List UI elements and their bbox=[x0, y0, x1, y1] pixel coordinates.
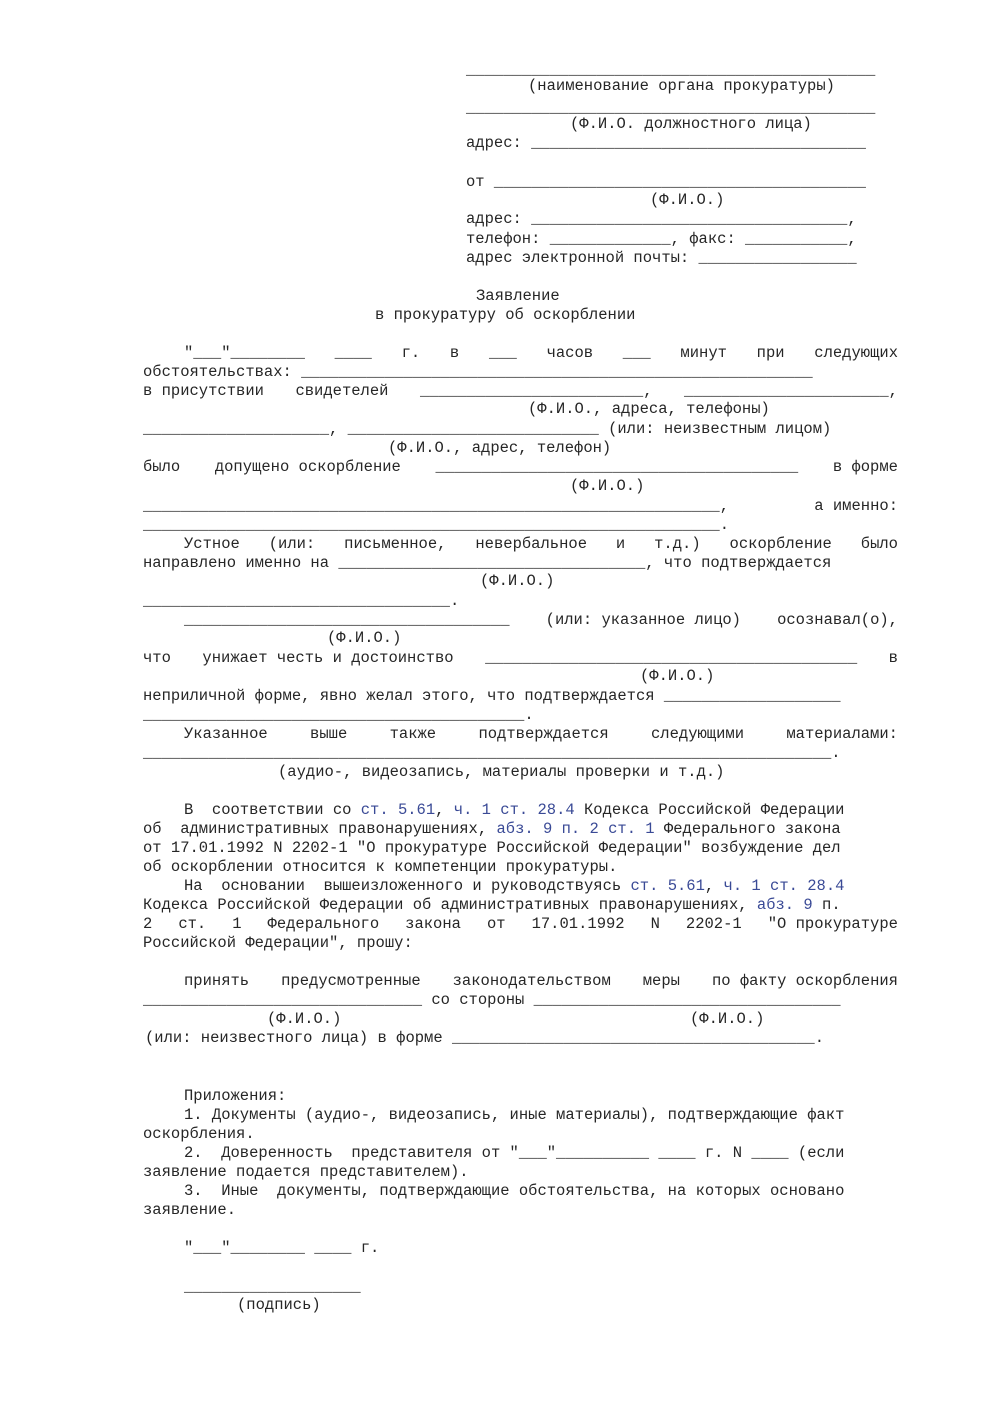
grounds-line-4: Российской Федерации", прошу: bbox=[143, 934, 413, 952]
offender-awareness-line: ___________________________________ (или: указанное лицо) осознавал(о), bbox=[184, 611, 898, 629]
request-line-1: принять предусмотренные законодательством меры по факту оскорбления bbox=[184, 972, 898, 990]
request-line-2: ______________________________ со стороны _________________________________ bbox=[143, 991, 841, 1009]
signature-line: ___________________ bbox=[184, 1278, 361, 1296]
attachment-1-line-2: оскорбления. bbox=[143, 1125, 255, 1143]
attachment-3-line-1: 3. Иные документы, подтверждающие обстоятельства, на которых основано bbox=[184, 1182, 845, 1200]
official-name-line: ____________________________________________ bbox=[466, 99, 876, 117]
attachment-2-line-2: заявление подается представителем). bbox=[143, 1163, 469, 1181]
grounds-line-2: Кодекса Российской Федерации об административных правонарушениях, абз. 9 п. bbox=[143, 896, 841, 914]
attachments-heading: Приложения: bbox=[184, 1087, 287, 1105]
grounds-line-1: На основании вышеизложенного и руководствуясь ст. 5.61, ч. 1 ст. 28.4 bbox=[184, 877, 845, 895]
sender-email-line: адрес электронной почты: _________________ bbox=[466, 249, 857, 267]
sender-address-line: адрес: __________________________________, bbox=[466, 210, 857, 228]
request-offender-caption: (Ф.И.О.) bbox=[690, 1010, 765, 1028]
link-part-1-art-28-4-2[interactable]: ч. 1 ст. 28.4 bbox=[723, 877, 845, 895]
sender-name-caption: (Ф.И.О.) bbox=[650, 191, 725, 209]
intent-line: неприличной форме, явно желал этого, что подтверждается ___________________ bbox=[143, 687, 841, 705]
witnesses-caption-2: (Ф.И.О., адрес, телефон) bbox=[388, 439, 612, 457]
intent-evidence-line: _________________________________________. bbox=[143, 706, 534, 724]
request-line-4: (или: неизвестного лица) в форме _______________________________________. bbox=[145, 1029, 825, 1047]
insult-evidence-line: _________________________________. bbox=[143, 592, 460, 610]
attachment-2-line-1: 2. Доверенность представителя от "___"__________ ____ г. N ____ (если bbox=[184, 1144, 845, 1162]
request-victim-caption: (Ф.И.О.) bbox=[267, 1010, 342, 1028]
legal-basis-line-1: В соответствии со ст. 5.61, ч. 1 ст. 28.4 Кодекса Российской Федерации bbox=[184, 801, 845, 819]
witnesses-line: в присутствии свидетелей ________________________, ______________________, bbox=[143, 382, 898, 400]
attachment-1-line-1: 1. Документы (аудио-, видеозапись, иные материалы), подтверждающие факт bbox=[184, 1106, 845, 1124]
official-address-line: адрес: ____________________________________ bbox=[466, 134, 866, 152]
link-para-9-item-2-art-1[interactable]: абз. 9 п. 2 ст. 1 bbox=[496, 820, 655, 838]
incident-date-time-line: "___"________ ____ г. в ___ часов ___ минут при следующих bbox=[184, 344, 898, 362]
grounds-line-3: 2 ст. 1 Федерального закона от 17.01.1992 N 2202-1 "О прокуратуре bbox=[143, 915, 898, 933]
materials-blank-line: __________________________________________________________________________. bbox=[143, 744, 841, 762]
materials-line: Указанное выше также подтверждается следующими материалами: bbox=[184, 725, 898, 743]
official-name-caption: (Ф.И.О. должностного лица) bbox=[570, 115, 812, 133]
witnesses-caption: (Ф.И.О., адреса, телефоны) bbox=[528, 400, 770, 418]
legal-basis-line-2: об административных правонарушениях, абз. 9 п. 2 ст. 1 Федерального закона bbox=[143, 820, 841, 838]
insult-by-line: было допущено оскорбление _______________________________________ в форме bbox=[143, 458, 898, 476]
insult-target-line: направлено именно на _________________________________, что подтверждается bbox=[143, 554, 832, 572]
document-subtitle: в прокуратуру об оскорблении bbox=[375, 306, 636, 324]
link-art-5-61-2[interactable]: ст. 5.61 bbox=[630, 877, 705, 895]
signature-date: "___"________ ____ г. bbox=[184, 1239, 380, 1257]
sender-phone-fax-line: телефон: _____________, факс: ___________, bbox=[466, 230, 857, 248]
offender-caption: (Ф.И.О.) bbox=[327, 629, 402, 647]
insult-by-caption: (Ф.И.О.) bbox=[570, 477, 645, 495]
signature-caption: (подпись) bbox=[237, 1296, 321, 1314]
legal-basis-line-3: от 17.01.1992 N 2202-1 "О прокуратуре Российской Федерации" возбуждение дел bbox=[143, 839, 841, 857]
insult-target-caption: (Ф.И.О.) bbox=[480, 572, 555, 590]
link-para-9[interactable]: абз. 9 bbox=[756, 896, 813, 914]
insult-details-line: ______________________________________________________________. bbox=[143, 516, 729, 534]
link-part-1-art-28-4[interactable]: ч. 1 ст. 28.4 bbox=[453, 801, 575, 819]
document-title: Заявление bbox=[476, 287, 560, 305]
prosecutor-office-line: ____________________________________________ bbox=[466, 61, 876, 79]
victim-caption: (Ф.И.О.) bbox=[640, 667, 715, 685]
materials-caption: (аудио-, видеозапись, материалы проверки и т.д.) bbox=[278, 763, 725, 781]
sender-name-line: от ________________________________________ bbox=[466, 173, 866, 191]
attachment-3-line-2: заявление. bbox=[143, 1201, 237, 1219]
witnesses-line-2: ____________________, ___________________________ (или: неизвестным лицом) bbox=[143, 420, 832, 438]
link-art-5-61[interactable]: ст. 5.61 bbox=[360, 801, 436, 819]
insult-form-line: ______________________________________________________________, а именно: bbox=[143, 497, 898, 515]
legal-basis-line-4: об оскорблении относится к компетенции прокуратуры. bbox=[143, 858, 618, 876]
prosecutor-office-caption: (наименование органа прокуратуры) bbox=[528, 77, 835, 95]
circumstances-line: обстоятельствах: _______________________________________________________ bbox=[143, 363, 813, 381]
honor-dignity-line: что унижает честь и достоинство ________________________________________ в bbox=[143, 649, 898, 667]
insult-type-line: Устное (или: письменное, невербальное и т.д.) оскорбление было bbox=[184, 535, 898, 553]
